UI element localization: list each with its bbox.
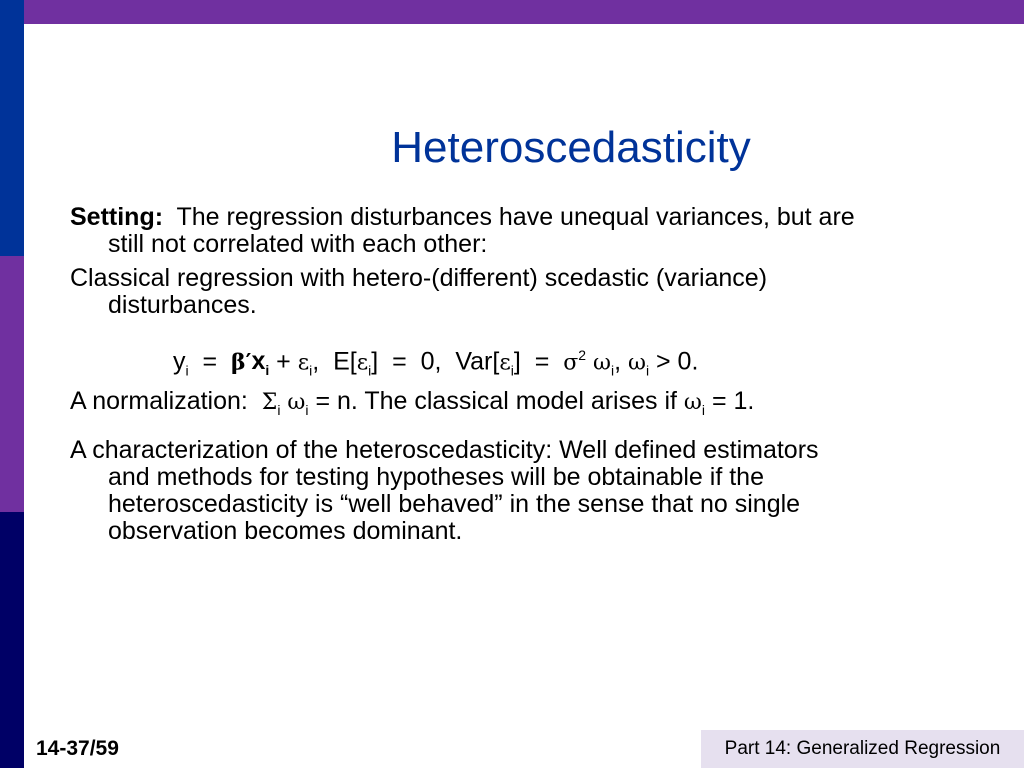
characterization-paragraph xyxy=(70,437,970,545)
slide-title: Heteroscedasticity xyxy=(391,123,751,172)
page-number: 14-37/59 xyxy=(36,737,119,760)
characterization-line2: and methods for testing hypotheses will be obtainable if the xyxy=(108,463,764,491)
classical-paragraph xyxy=(70,265,970,319)
top-accent-bar xyxy=(0,0,1024,24)
setting-text-line1: The regression disturbances have unequal variances, but are xyxy=(176,203,855,231)
classical-line2: disturbances. xyxy=(108,291,257,319)
left-accent-bar xyxy=(0,0,24,768)
normalization-end: = 1. xyxy=(711,387,755,415)
left-bar-segment-purple xyxy=(0,256,24,512)
characterization-line1: A characterization of the heteroscedasticity: Well defined estimators xyxy=(70,436,819,464)
left-bar-segment-blue xyxy=(0,0,24,256)
classical-line1: Classical regression with hetero-(different) scedastic (variance) xyxy=(70,264,768,292)
characterization-line3: heteroscedasticity is “well behaved” in the sense that no single xyxy=(108,490,801,518)
left-bar-segment-navy xyxy=(0,512,24,768)
setting-label: Setting: xyxy=(70,203,164,231)
model-equation: $y_i = \beta'x_i + \varepsilon_i$, $E[\varepsilon_i] = 0$, $Var[\varepsilon_i] = \sigma^2$ $\omega_i$, $\omega_i > 0$. xyxy=(173,347,699,379)
normalization-label: A normalization: xyxy=(70,387,248,415)
characterization-line4: observation becomes dominant. xyxy=(108,517,463,545)
setting-paragraph xyxy=(70,204,970,258)
normalization-paragraph: A normalization: $\Sigma_i$ $\omega_i = n$. The classical model arises if $\omega_i = 1$. xyxy=(70,387,755,418)
setting-text-line2: still not correlated with each other: xyxy=(108,230,488,258)
normalization-text: n. The classical model arises if xyxy=(337,387,677,415)
footer-part-label: Part 14: Generalized Regression xyxy=(701,730,1024,768)
